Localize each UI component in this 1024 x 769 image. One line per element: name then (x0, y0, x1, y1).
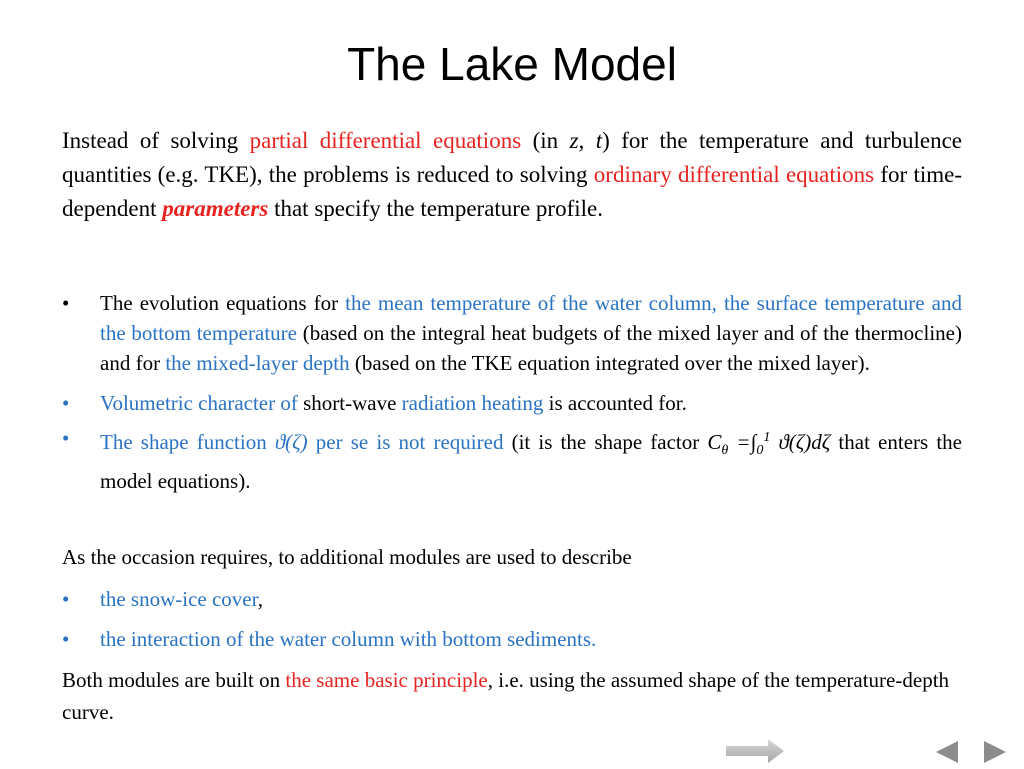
bullet-text: that enters the model equations). (100, 430, 962, 494)
bullet-marker: • (62, 627, 70, 651)
closing-highlight: the same basic principle (285, 668, 488, 692)
formula-upper-limit: 1 (763, 430, 771, 445)
triangle-right-icon[interactable] (982, 740, 1008, 764)
model-bullet-list (62, 288, 962, 496)
shape-factor-formula (707, 430, 831, 459)
intro-text-2: (in (521, 128, 570, 153)
module-label: the snow-ice cover (100, 587, 258, 611)
formula-c: C (707, 430, 722, 454)
bullet-text: (it is the shape factor (503, 430, 708, 454)
list-item (62, 423, 962, 496)
intro-text-1: Instead of solving (62, 128, 250, 153)
bullet-highlight: per se is not required (307, 430, 504, 454)
list-item (62, 624, 962, 654)
bullet-text: is accounted for. (543, 391, 687, 415)
formula-integral: =∫ (728, 430, 757, 454)
list-item (62, 388, 962, 418)
bullet-highlight: Volumetric character of (100, 391, 298, 415)
list-item (62, 584, 962, 614)
intro-highlight-ode: ordinary differential equations (593, 162, 875, 187)
shape-function-symbol: ϑ(ζ) (274, 430, 308, 454)
closing-paragraph (62, 664, 962, 728)
intro-text-5: that specify the temperature profile. (268, 196, 603, 221)
bullet-marker: • (62, 426, 70, 450)
closing-text-1: Both modules are built on (62, 668, 286, 692)
list-item (62, 288, 962, 378)
bullet-highlight: The shape function (100, 430, 275, 454)
bullet-text: (based on the TKE equation integrated over the mixed layer). (349, 351, 870, 375)
intro-text-3: ) for the temperature and turbulence quantities (e.g. TKE), the problems is reduced to solving (62, 128, 962, 187)
occasion-paragraph: As the occasion requires, to additional modules are used to describe (62, 545, 632, 569)
bullet-highlight: radiation heating (401, 391, 544, 415)
module-label: the interaction of the water column with bottom sediments. (100, 627, 597, 651)
triangle-left-icon[interactable] (934, 740, 960, 764)
bullet-marker: • (62, 587, 70, 611)
bullet-text: (based on the integral heat budgets of the mixed layer and of the thermocline) and for (100, 321, 962, 375)
bullet-text: short-wave (297, 391, 402, 415)
intro-variables: z, t (569, 128, 603, 153)
formula-integrand: ϑ(ζ)dζ (770, 430, 831, 454)
bullet-highlight: the mean temperature of the water column, the surface temperature and the bottom temperature (100, 291, 962, 345)
module-suffix: , (257, 587, 264, 611)
formula-lower-limit: 0 (756, 443, 764, 459)
bullet-text: The evolution equations for (100, 291, 346, 315)
bullet-marker: • (62, 291, 70, 315)
bullet-marker: • (62, 391, 70, 415)
slide-title: The Lake Model (347, 38, 677, 90)
modules-list (62, 584, 962, 654)
intro-highlight-pde: partial differential equations (249, 128, 522, 153)
arrow-right-icon[interactable] (724, 738, 786, 764)
formula-subscript: θ (721, 443, 729, 459)
closing-text-2: , i.e. using the assumed shape of the temperature-depth curve. (62, 668, 950, 724)
intro-paragraph (62, 124, 962, 226)
intro-text-4: for time-dependent (62, 162, 962, 221)
bullet-highlight: the mixed-layer depth (165, 351, 350, 375)
intro-highlight-parameters: parameters (162, 196, 269, 221)
